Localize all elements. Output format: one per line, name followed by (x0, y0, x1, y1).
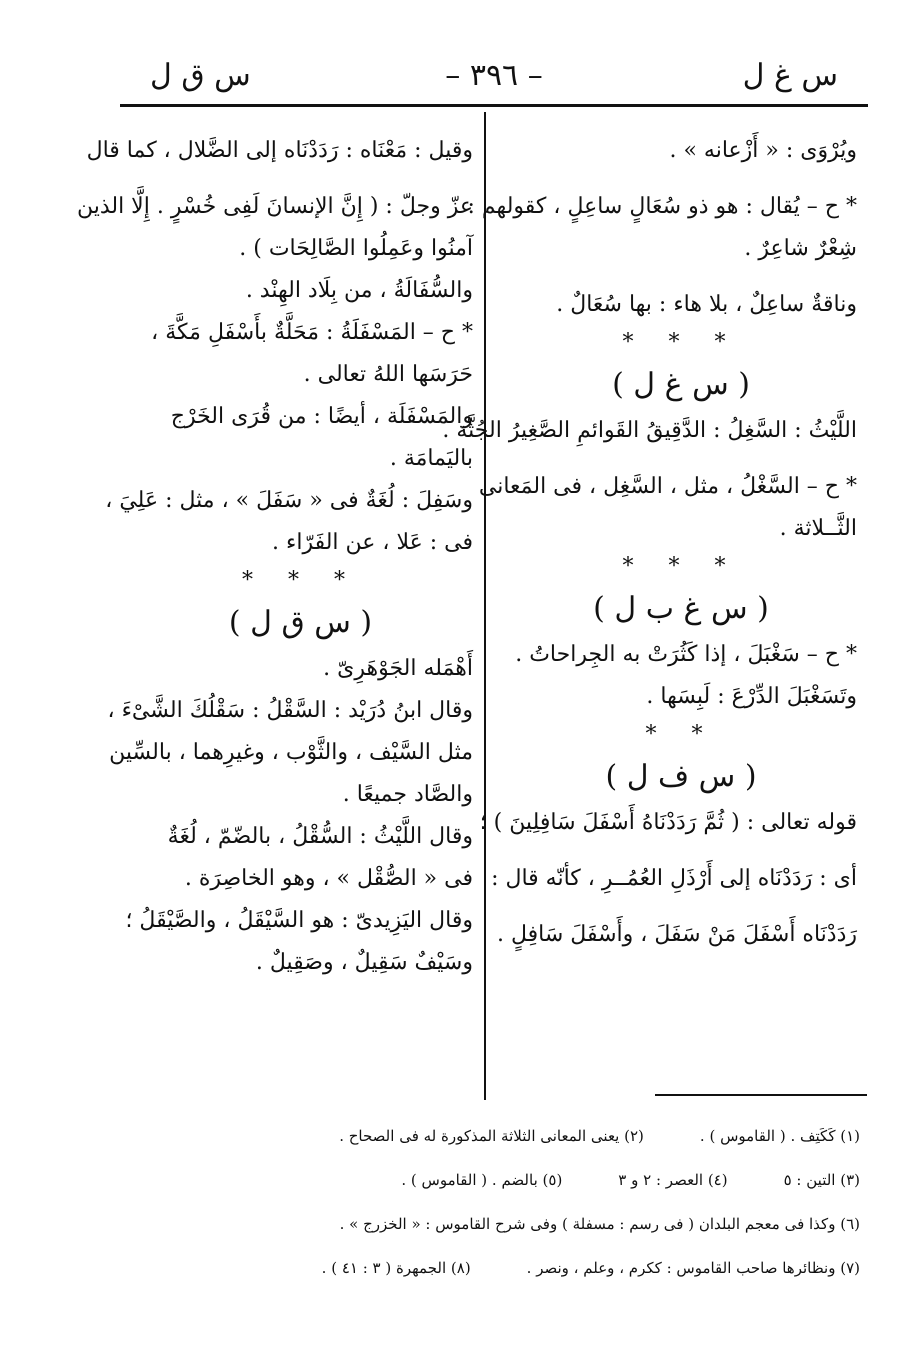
text-line: شِعْرٌ شاعِرٌ . (744, 236, 857, 261)
footnote: (٥) بالضم . ( القاموس ) . (401, 1171, 563, 1189)
text-line: قوله تعالى : ( ثُمَّ رَدَدْنَاهُ أَسْفَلَ سَافِلِينَ ) ؛ (479, 810, 857, 835)
text-line: مثل السَّيْف ، والثَّوْب ، وغيرِهما ، بالسِّين (109, 740, 473, 765)
text-line: والصَّاد جميعًا . (342, 782, 473, 807)
text-line: وقال اللَّيْثُ : السُّقْلُ ، بالضّمّ ، لُغَةٌ (167, 824, 473, 849)
text-line: والسُّفَالَةُ ، من بِلَاد الهِنْد . (245, 278, 473, 303)
right-column (442, 130, 857, 956)
footnote-row (220, 1202, 860, 1246)
footnote: (٧) ونظائرها صاحب القاموس : ككرم ، وعلم ، ونصر . (526, 1259, 860, 1277)
footnote: (٢) يعنى المعانى الثلاثة المذكورة له فى الصحاح . (339, 1127, 644, 1145)
text-line: اللَّيْثُ : السَّغِلُ : الدَّقِيقُ القَوائمِ الصَّغِيرُ الجُثَّة . (442, 418, 857, 443)
text-line: الثَّــلاثة . (779, 516, 857, 541)
text-line: وسَفِلَ : لُغَةٌ فى « سَفَلَ » ، مثل : عَلِيَ ، (105, 488, 473, 513)
text-line: والمَسْفَلَة ، أيضًا : من قُرَى الخَرْج (170, 404, 473, 429)
section-separator: * * * (242, 568, 359, 593)
header-root-left: س ق ل (150, 58, 251, 93)
footnote: (٤) العصر : ٢ و ٣ (618, 1171, 728, 1189)
footnote: (٣) التين : ٥ (783, 1171, 860, 1189)
text-line: أَهْمَله الجَوْهَرِىّ . (323, 656, 473, 681)
footnote-row (220, 1246, 860, 1290)
text-line: عزّ وجلّ : ( إِنَّ الإنسانَ لَفِى خُسْرٍ . إِلَّا الذين (76, 194, 473, 219)
entry-heading: ( س ق ل ) (228, 605, 373, 640)
text-line: آمنُوا وعَمِلُوا الصَّالِحَات ) . (239, 236, 473, 261)
footnotes (220, 1114, 860, 1290)
text-line: * ح – يُقال : هو ذو سُعَالٍ ساعِلٍ ، كقولهم : (467, 194, 857, 219)
text-line: وسَيْفٌ سَقِيلٌ ، وصَقِيلٌ . (255, 950, 473, 975)
text-line: باليَمامَة . (389, 446, 473, 471)
column-divider (484, 112, 486, 1100)
entry-heading: ( س غ ل ) (612, 367, 750, 402)
section-separator: * * * (622, 554, 740, 579)
text-line: فى « الصُّقْل » ، وهو الخاصِرَة . (184, 866, 473, 891)
text-line: * ح – السَّغْلُ ، مثل ، السَّغِل ، فى المَعانى (478, 474, 857, 499)
footnote: (٦) وكذا فى معجم البلدان ( فى رسم : مسفلة ) وفى شرح القاموس : « الخزرج » . (339, 1215, 860, 1233)
text-line: * ح – سَغْبَلَ ، إذا كَثُرَتْ به الجِراحاتُ . (515, 642, 857, 667)
text-line: حَرَسَها اللهُ تعالى . (303, 362, 473, 387)
footnote-row (220, 1158, 860, 1202)
text-line: أى : رَدَدْنَاه إلى أَرْذَلِ العُمُــرِ ، كأنّه قال : (491, 866, 857, 891)
footnote-row (220, 1114, 860, 1158)
footnote: (٨) الجمهرة ( ٣ : ٤١ ) . (321, 1259, 471, 1277)
text-line: رَدَدْنَاه أَسْفَلَ مَنْ سَفَلَ ، وأَسْفَلَ سَافِلٍ . (497, 922, 857, 947)
page-number: – ٣٩٦ – (445, 58, 543, 93)
text-line: ويُرْوَى : « أَزْعانه » . (669, 138, 857, 163)
text-line: فى : عَلا ، عن الفَرّاء . (272, 530, 473, 555)
entry-heading: ( س ف ل ) (605, 759, 757, 794)
text-line: وقال ابنُ دُرَيْد : السَّقْلُ : سَقْلُكَ الشَّىْءَ ، (107, 698, 473, 723)
section-separator: * * (645, 722, 717, 747)
text-line: * ح – المَسْفَلَةُ : مَحَلَّةٌ بأَسْفَلِ مَكَّةَ ، (151, 320, 473, 345)
entry-heading: ( س غ ب ل ) (593, 591, 769, 626)
text-line: وتَسَغْبَلَ الدِّرْعَ : لَبِسَها . (646, 684, 857, 709)
header-root-right: س غ ل (742, 58, 838, 93)
page-header (120, 52, 868, 100)
footnote-rule (655, 1094, 867, 1096)
left-column (76, 130, 473, 984)
header-rule (120, 104, 868, 107)
text-line: وناقةٌ ساعِلٌ ، بلا هاء : بها سُعَالٌ . (556, 292, 857, 317)
footnote: (١) كَكَتِف . ( القاموس ) . (699, 1127, 860, 1145)
text-line: وقال اليَزِيدىّ : هو السَّيْقَلُ ، والصَّيْقَلُ ؛ (125, 908, 473, 933)
text-line: وقيل : مَعْنَاه : رَدَدْنَاه إلى الضَّلال ، كما قال (86, 138, 473, 163)
section-separator: * * * (622, 330, 740, 355)
